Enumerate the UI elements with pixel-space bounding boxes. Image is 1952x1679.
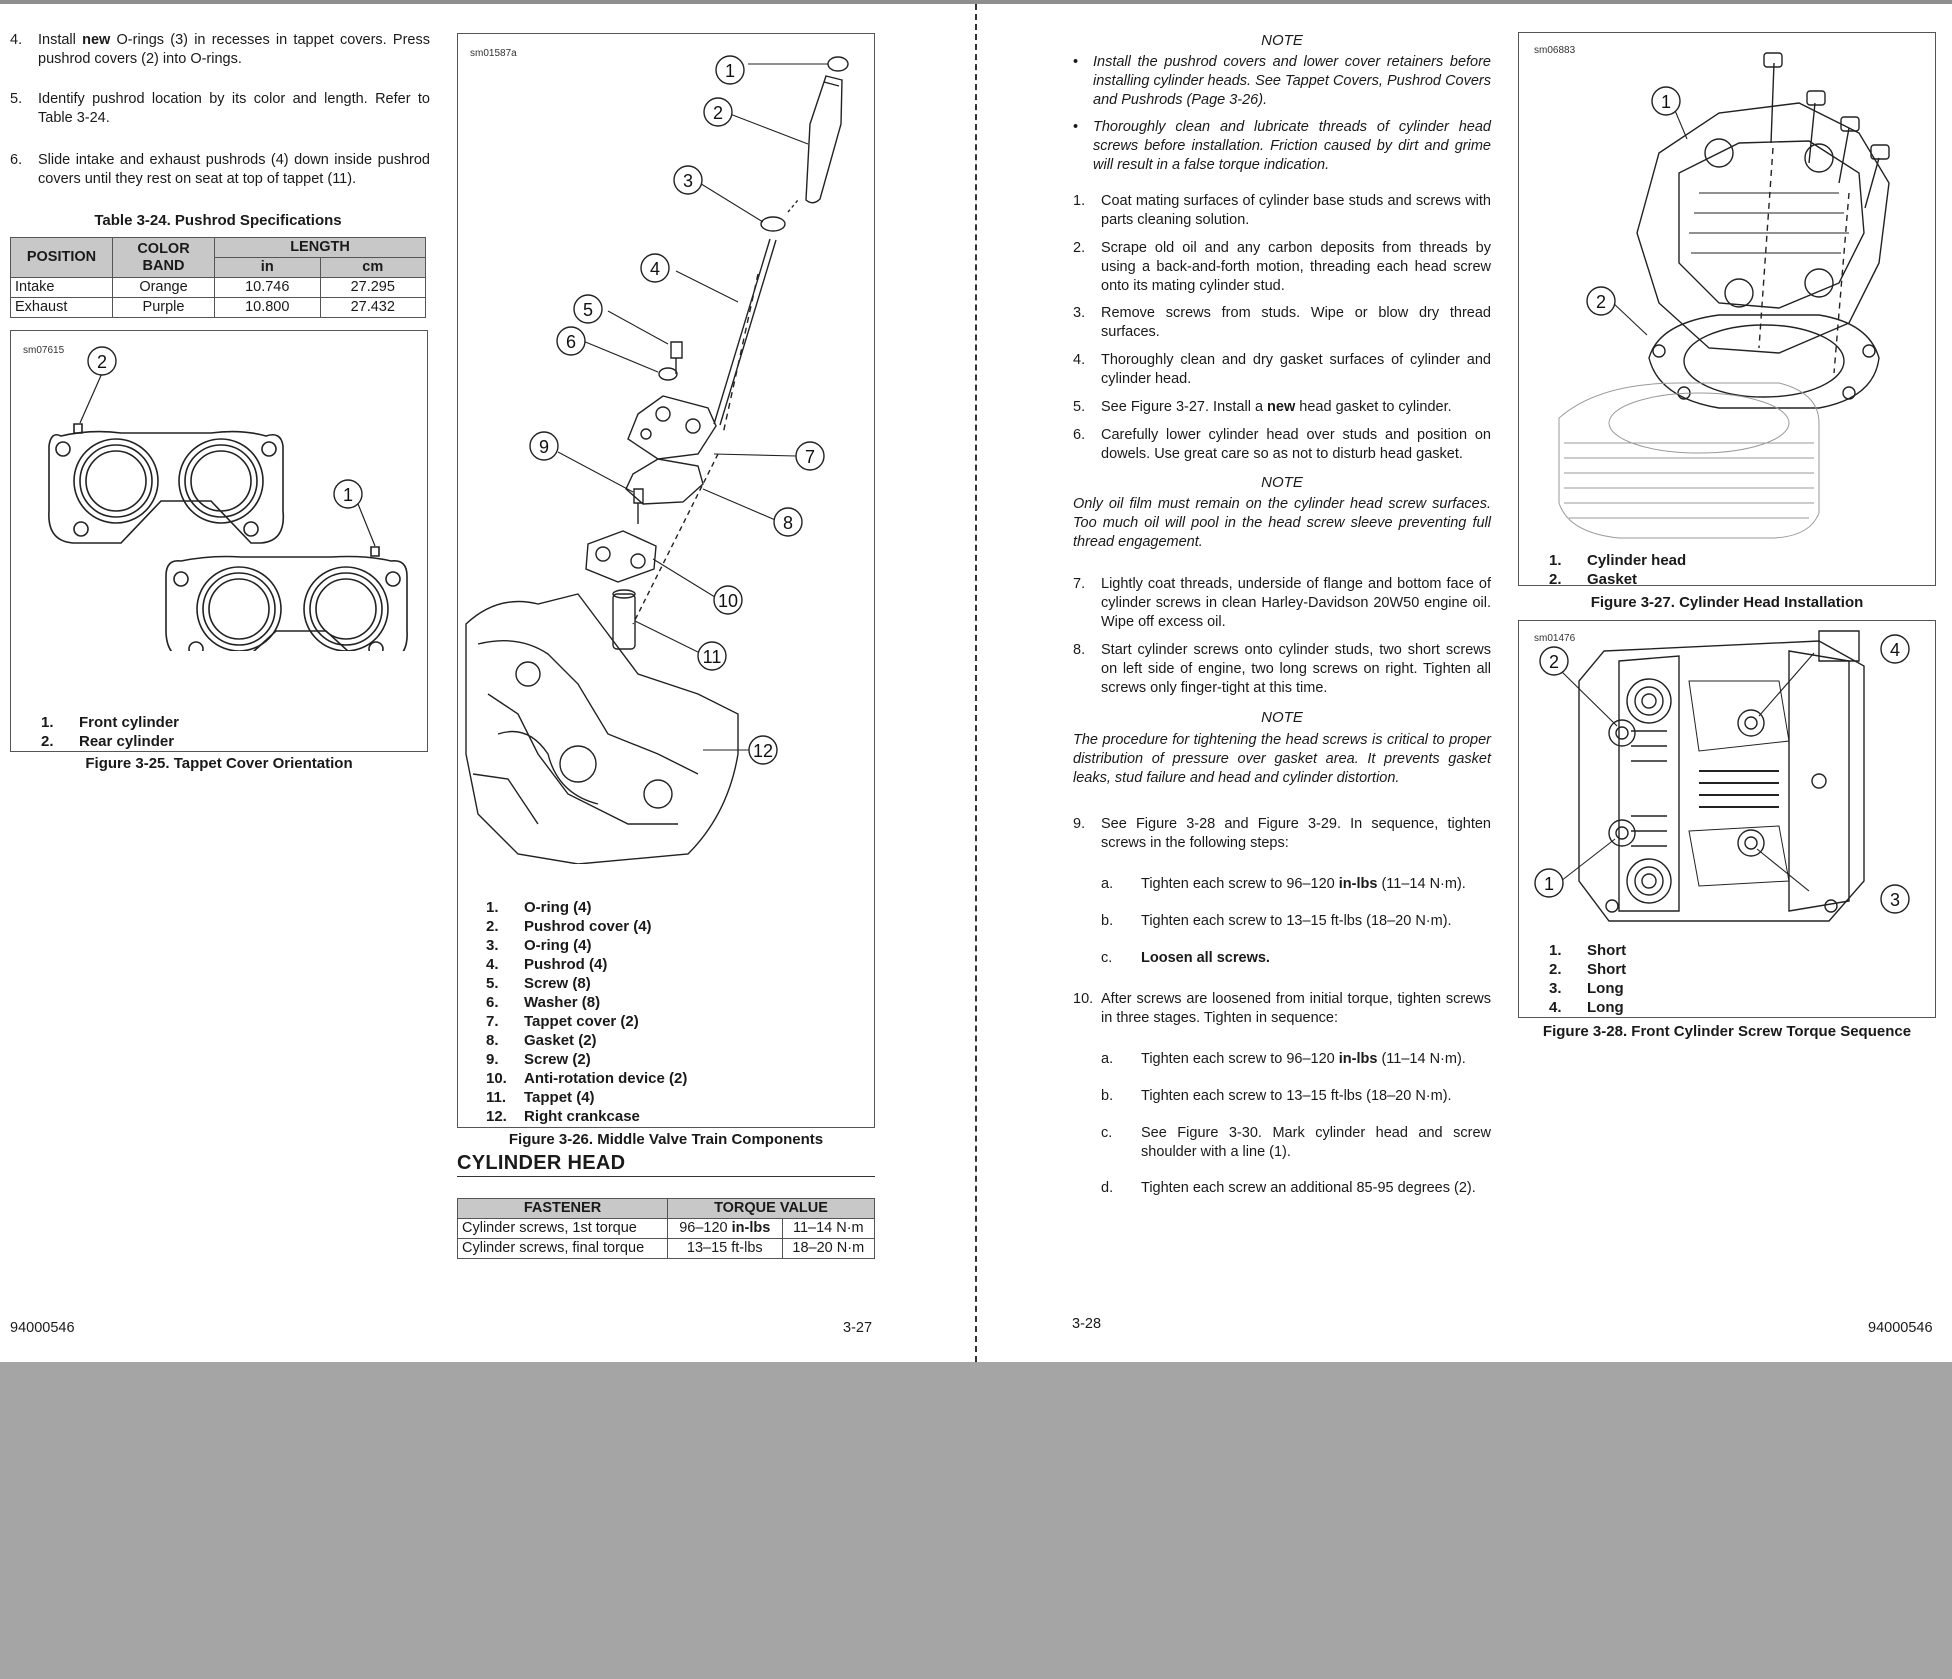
callout-1 — [1652, 87, 1680, 115]
svg-text:3: 3 — [682, 171, 694, 191]
torque-table: FASTENER TORQUE VALUE Cylinder screws, 1st torque 96–120 in-lbs 11–14 N·m Cylinder screws, final torque 13–15 ft-lbs 18–20 N·m — [457, 1198, 875, 1259]
note-bullet: • Install the pushrod covers and lower cover retainers before installing cylinder heads. See Tappet Covers, Pushrod Covers and Pushrods (Page 3-26). — [1073, 54, 1491, 108]
step-5: 5. Identify pushrod location by its color and length. Refer to Table 3-24. — [10, 91, 430, 126]
figure-id: sm01587a — [470, 48, 517, 59]
figure-3-26-frame — [457, 33, 875, 1128]
figure-3-27-legend — [1549, 551, 1686, 589]
legend-item: 5. Screw (8) — [486, 975, 591, 992]
callout-3 — [674, 166, 702, 194]
svg-text:1: 1 — [1543, 874, 1555, 894]
legend-item: 1. Short — [1549, 942, 1627, 959]
figure-3-26-legend — [486, 898, 687, 1126]
callout-11 — [698, 642, 726, 670]
note-text: The procedure for tightening the head screws is critical to proper distribution of pressure over gasket area. It prevents gasket leaks, stud failure and head and cylinder distortion. — [1073, 732, 1491, 786]
step-9: 9. See Figure 3-28 and Figure 3-29. In sequence, tighten screws in the following steps: — [1073, 816, 1491, 851]
callout-2 — [1587, 287, 1615, 315]
legend-item: 8. Gasket (2) — [486, 1032, 597, 1049]
svg-text:8: 8 — [782, 513, 794, 533]
figure-3-28-caption: Figure 3-28. Front Cylinder Screw Torque Sequence — [1542, 1023, 1912, 1040]
step-9a: a. Tighten each screw to 96–120 in-lbs (11–14 N·m). — [1101, 876, 1466, 892]
step-10: 10. After screws are loosened from initial torque, tighten screws in three stages. Tighten in sequence: — [1073, 991, 1491, 1026]
legend-item: 7. Tappet cover (2) — [486, 1013, 639, 1030]
legend-item: 2. Pushrod cover (4) — [486, 918, 652, 935]
step-6: 6. Carefully lower cylinder head over studs and position on dowels. Use great care so as not to disturb head gasket. — [1073, 427, 1491, 462]
svg-text:5: 5 — [582, 300, 594, 320]
legend-item: 3. Long — [1549, 980, 1624, 997]
table-row: Intake Orange 10.746 27.295 — [11, 278, 426, 298]
svg-text:2: 2 — [712, 103, 724, 123]
figure-3-27-frame — [1518, 32, 1936, 586]
callout-9 — [530, 432, 558, 460]
callout-10 — [714, 586, 742, 614]
figure-id: sm07615 — [23, 345, 65, 356]
step-3: 3. Remove screws from studs. Wipe or blow dry thread surfaces. — [1073, 305, 1491, 340]
note-text: Only oil film must remain on the cylinder head screw surfaces. Too much oil will pool in the head screw sleeve preventing full thread engagement. — [1073, 496, 1491, 550]
callout-4 — [1881, 635, 1909, 663]
figure-3-26-caption: Figure 3-26. Middle Valve Train Components — [508, 1131, 824, 1148]
figure-3-25-frame — [10, 330, 428, 752]
callout-4 — [641, 254, 669, 282]
figure-id: sm01476 — [1534, 633, 1576, 644]
callout-12 — [749, 736, 777, 764]
step-10b: b. Tighten each screw to 13–15 ft-lbs (18–20 N·m). — [1101, 1088, 1452, 1104]
callout-8 — [774, 508, 802, 536]
legend-item: 2. Gasket — [1549, 571, 1638, 588]
legend-item: 4. Pushrod (4) — [486, 956, 608, 973]
legend-item: 4. Long — [1549, 999, 1624, 1016]
legend-item: 1. O-ring (4) — [486, 899, 592, 916]
step-9c: c. Loosen all screws. — [1101, 950, 1270, 966]
table-3-24-title: Table 3-24. Pushrod Specifications — [94, 212, 342, 229]
legend-item: 12. Right crankcase — [486, 1108, 640, 1125]
heading-rule — [457, 1176, 875, 1177]
legend-item: 2. Rear cylinder — [41, 733, 175, 750]
callout-3 — [1881, 885, 1909, 913]
svg-text:4: 4 — [1889, 640, 1901, 660]
step-6: 6. Slide intake and exhaust pushrods (4) down inside pushrod covers until they rest on seat at top of tappet (11). — [10, 152, 430, 187]
svg-text:10: 10 — [717, 591, 739, 611]
callout-2 — [704, 98, 732, 126]
left-page-number: 3-27 — [843, 1320, 873, 1336]
legend-item: 1. Front cylinder — [41, 714, 180, 731]
callout-2 — [88, 347, 116, 375]
valve-train-exploded-view — [458, 34, 876, 864]
callout-6 — [557, 327, 585, 355]
figure-id: sm06883 — [1534, 45, 1576, 56]
cylinder-head-illustration — [1519, 33, 1937, 543]
svg-text:2: 2 — [96, 352, 108, 372]
section-heading-cylinder-head: CYLINDER HEAD — [457, 1152, 626, 1174]
pushrod-spec-table: POSITION COLOR BAND LENGTH in cm Intake Orange 10.746 27.295 Exhaust Purple 10.800 27.432 — [10, 237, 426, 318]
screw-sequence-illustration — [1519, 621, 1937, 931]
page-fold-divider — [975, 4, 977, 1362]
svg-text:12: 12 — [752, 741, 774, 761]
step-10d: d. Tighten each screw an additional 85-95 degrees (2). — [1101, 1180, 1476, 1196]
svg-text:9: 9 — [538, 437, 550, 457]
callout-2 — [1540, 647, 1568, 675]
note-heading: NOTE — [1261, 474, 1303, 491]
step-4: 4. Install new O-rings (3) in recesses in tappet covers. Press pushrod covers (2) into O-rings. — [10, 32, 430, 67]
legend-item: 3. O-ring (4) — [486, 937, 592, 954]
step-7: 7. Lightly coat threads, underside of flange and bottom face of cylinder screws in clean Harley-Davidson 20W50 engine oil. Wipe off excess oil. — [1073, 576, 1491, 630]
table-row: Exhaust Purple 10.800 27.432 — [11, 298, 426, 318]
legend-item: 10. Anti-rotation device (2) — [486, 1070, 688, 1087]
step-1: 1. Coat mating surfaces of cylinder base studs and screws with parts cleaning solution. — [1073, 193, 1491, 228]
callout-7 — [796, 442, 824, 470]
tappet-cover-illustration — [11, 331, 429, 651]
step-2: 2. Scrape old oil and any carbon deposits from threads by using a back-and-forth motion, threading each head screw onto its mating cylinder stud. — [1073, 240, 1491, 294]
figure-3-28-legend — [1549, 941, 1626, 1017]
legend-item: 1. Cylinder head — [1549, 552, 1687, 569]
legend-item: 11. Tappet (4) — [486, 1089, 595, 1106]
right-footer-doc-number: 94000546 — [1868, 1320, 1933, 1336]
svg-text:7: 7 — [804, 447, 816, 467]
note-heading: NOTE — [1261, 32, 1303, 49]
svg-text:1: 1 — [1660, 92, 1672, 112]
note-bullet: • Thoroughly clean and lubricate threads of cylinder head screws before installation. Friction caused by dirt and grime will result in a false torque indication. — [1073, 119, 1491, 173]
legend-item: 6. Washer (8) — [486, 994, 601, 1011]
figure-3-27-caption: Figure 3-27. Cylinder Head Installation — [1590, 594, 1864, 611]
right-page-number: 3-28 — [1072, 1316, 1102, 1332]
callout-1 — [334, 480, 362, 508]
table-row: Cylinder screws, 1st torque 96–120 in-lbs 11–14 N·m — [458, 1219, 875, 1239]
figure-3-25-legend — [41, 713, 179, 751]
svg-text:4: 4 — [649, 259, 661, 279]
callout-1 — [716, 56, 744, 84]
left-footer-doc-number: 94000546 — [10, 1320, 75, 1336]
step-10a: a. Tighten each screw to 96–120 in-lbs (11–14 N·m). — [1101, 1051, 1466, 1067]
callout-1 — [1535, 869, 1563, 897]
step-10c: c. See Figure 3-30. Mark cylinder head and screw shoulder with a line (1). — [1101, 1125, 1491, 1160]
svg-text:11: 11 — [702, 647, 722, 667]
svg-text:3: 3 — [1889, 890, 1901, 910]
svg-text:2: 2 — [1595, 292, 1607, 312]
step-9b: b. Tighten each screw to 13–15 ft-lbs (18–20 N·m). — [1101, 913, 1452, 929]
legend-item: 9. Screw (2) — [486, 1051, 591, 1068]
note-heading: NOTE — [1261, 709, 1303, 726]
figure-3-28-frame — [1518, 620, 1936, 1018]
svg-text:1: 1 — [342, 485, 354, 505]
step-5: 5. See Figure 3-27. Install a new head gasket to cylinder. — [1073, 399, 1452, 415]
callout-5 — [574, 295, 602, 323]
svg-text:6: 6 — [565, 332, 577, 352]
legend-item: 2. Short — [1549, 961, 1627, 978]
step-8: 8. Start cylinder screws onto cylinder studs, two short screws on left side of engine, two long screws on right. Tighten all screws only finger-tight at this time. — [1073, 642, 1491, 696]
figure-3-25-caption: Figure 3-25. Tappet Cover Orientation — [85, 755, 353, 772]
table-row: Cylinder screws, final torque 13–15 ft-lbs 18–20 N·m — [458, 1239, 875, 1259]
svg-text:2: 2 — [1548, 652, 1560, 672]
step-4: 4. Thoroughly clean and dry gasket surfaces of cylinder and cylinder head. — [1073, 352, 1491, 387]
svg-text:1: 1 — [724, 61, 736, 81]
